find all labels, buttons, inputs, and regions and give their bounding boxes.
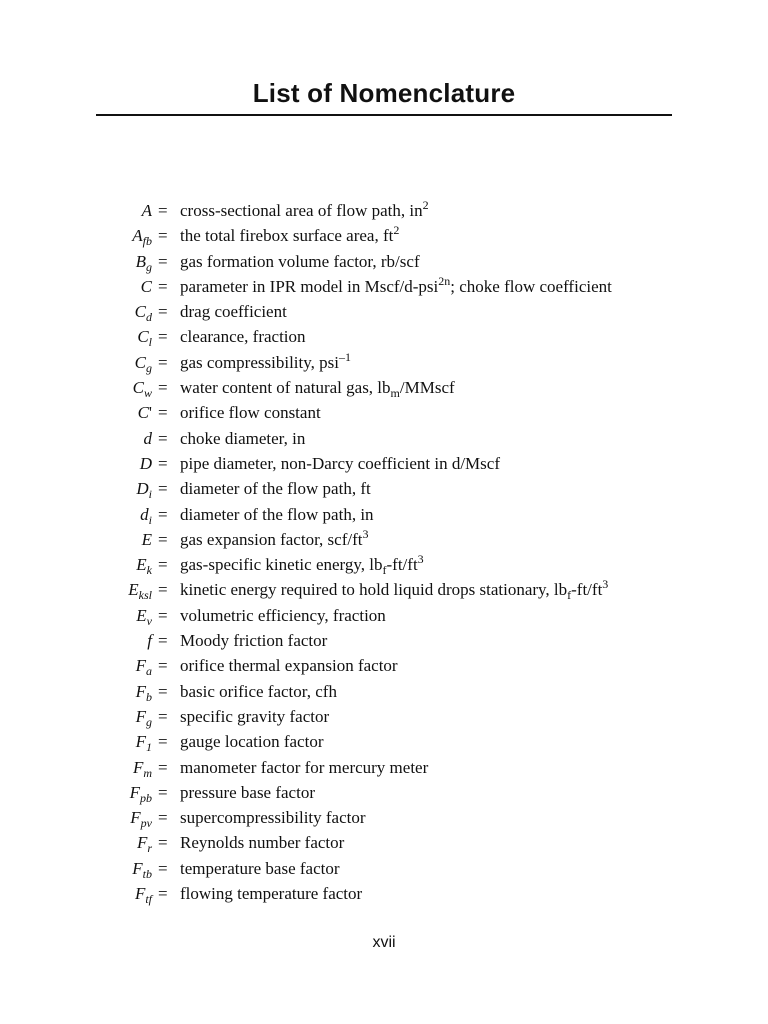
symbol-base: F [132, 858, 143, 878]
symbol-subscript: w [143, 386, 152, 401]
entry-definition [180, 830, 344, 855]
symbol-base: F [135, 706, 146, 726]
equals-sign: = [158, 884, 168, 904]
equals-sign: = [158, 681, 168, 701]
entry-symbol [142, 198, 152, 223]
equals-sign: = [158, 732, 168, 752]
equals-sign: = [158, 529, 168, 549]
symbol-base: F [135, 681, 146, 701]
equals-sign: = [158, 555, 168, 575]
symbol-base: F [135, 732, 146, 752]
symbol-base: f [147, 631, 152, 651]
definition-text: temperature base factor [180, 858, 340, 878]
equals-sign: = [158, 858, 168, 878]
definition-text: clearance, fraction [180, 327, 306, 347]
symbol-base: A [132, 226, 143, 246]
entry-definition [180, 476, 371, 501]
nomenclature-entry [0, 729, 768, 754]
definition-superscript: 3 [602, 577, 609, 592]
definition-text: gas compressibility, psi [180, 352, 339, 372]
equals-sign: = [158, 327, 168, 347]
entry-symbol [137, 830, 152, 855]
nomenclature-entry [0, 426, 768, 451]
equals-sign: = [158, 251, 168, 271]
nomenclature-entry [0, 830, 768, 855]
symbol-subscript: g [146, 360, 152, 375]
entry-symbol [136, 552, 152, 577]
entry-definition [180, 451, 500, 476]
equals-sign: = [158, 201, 168, 220]
nomenclature-entry [0, 299, 768, 324]
entry-definition [180, 502, 374, 527]
entry-symbol [133, 375, 152, 400]
entry-symbol [144, 426, 153, 451]
entry-definition [180, 350, 351, 375]
symbol-subscript: b [146, 689, 152, 704]
symbol-subscript: fb [142, 234, 152, 249]
entry-definition [180, 552, 424, 577]
definition-text: basic orifice factor, cfh [180, 681, 337, 701]
entry-symbol [136, 679, 152, 704]
definition-superscript: 2 [422, 198, 429, 212]
definition-text: orifice thermal expansion factor [180, 656, 398, 676]
equals-sign: = [158, 504, 168, 524]
equals-sign: = [158, 403, 168, 423]
symbol-base: C [137, 327, 149, 347]
nomenclature-entry [0, 476, 768, 501]
definition-text: manometer factor for mercury meter [180, 757, 429, 777]
equals-sign: = [158, 656, 168, 676]
entry-definition [180, 755, 428, 780]
symbol-subscript: i [148, 487, 152, 502]
equals-sign: = [158, 757, 168, 777]
definition-text: pressure base factor [180, 782, 315, 802]
entry-definition [180, 577, 608, 602]
nomenclature-entry [0, 628, 768, 653]
definition-superscript: 3 [417, 552, 424, 567]
symbol-base: D [139, 453, 152, 473]
symbol-subscript: g [146, 714, 152, 729]
entry-symbol [130, 805, 152, 830]
entry-symbol [128, 577, 152, 602]
definition-text: the total firebox surface area, ft [180, 226, 394, 246]
nomenclature-entry [0, 274, 768, 299]
symbol-subscript: ksl [138, 588, 152, 603]
symbol-base: C [137, 403, 149, 423]
nomenclature-entry [0, 375, 768, 400]
symbol-base: F [134, 884, 146, 904]
nomenclature-entry [0, 527, 768, 552]
entry-symbol [137, 324, 152, 349]
nomenclature-entry [0, 577, 768, 602]
symbol-subscript: v [146, 613, 152, 628]
entry-definition [180, 679, 337, 704]
definition-text: gauge location factor [180, 732, 324, 752]
equals-sign: = [158, 428, 168, 448]
definition-text: Moody friction factor [180, 631, 328, 651]
definition-text: -ft/ft [571, 580, 603, 600]
entry-definition [180, 400, 321, 425]
symbol-base: E [141, 529, 152, 549]
nomenclature-entry [0, 704, 768, 729]
symbol-base: C [132, 378, 144, 398]
symbol-subscript: pb [140, 790, 152, 805]
definition-subscript: m [390, 386, 400, 401]
equals-sign: = [158, 302, 168, 322]
entry-definition [180, 223, 399, 248]
nomenclature-entry [0, 350, 768, 375]
entry-symbol [130, 780, 152, 805]
definition-text: gas formation volume factor, rb/scf [180, 251, 420, 271]
nomenclature-entry [0, 249, 768, 274]
entry-symbol [132, 856, 152, 881]
symbol-base: C [140, 276, 152, 296]
symbol-prime: ' [148, 403, 152, 423]
symbol-base: B [135, 251, 146, 271]
symbol-subscript: a [146, 664, 152, 679]
nomenclature-entry [0, 856, 768, 881]
definition-text: choke diameter, in [180, 428, 306, 448]
nomenclature-entry [0, 653, 768, 678]
entry-symbol [141, 274, 152, 299]
entry-symbol [140, 451, 152, 476]
definition-text: diameter of the flow path, ft [180, 479, 371, 499]
definition-text: flowing temperature factor [180, 884, 363, 904]
entry-symbol [142, 527, 152, 552]
symbol-base: F [135, 656, 146, 676]
nomenclature-entry [0, 223, 768, 248]
equals-sign: = [158, 631, 168, 651]
definition-superscript: 3 [362, 526, 369, 541]
entry-definition [180, 299, 287, 324]
equals-sign: = [158, 276, 168, 296]
symbol-subscript: m [143, 765, 152, 780]
definition-text: Reynolds number factor [180, 833, 345, 853]
equals-sign: = [158, 605, 168, 625]
symbol-base: d [140, 504, 149, 524]
equals-sign: = [158, 808, 168, 828]
symbol-base: d [143, 428, 152, 448]
definition-text: specific gravity factor [180, 706, 330, 726]
definition-text: water content of natural gas, lb [180, 378, 391, 398]
symbol-subscript: tf [145, 892, 152, 907]
equals-sign: = [158, 580, 168, 600]
symbol-base: E [128, 580, 139, 600]
page-title: List of Nomenclature [252, 78, 516, 108]
symbol-base: F [136, 833, 148, 853]
equals-sign: = [158, 479, 168, 499]
definition-text: -ft/ft [386, 555, 418, 575]
entry-definition [180, 729, 324, 754]
entry-symbol [135, 350, 152, 375]
entry-definition [180, 426, 305, 451]
symbol-subscript: l [148, 335, 152, 350]
symbol-base: E [136, 605, 147, 625]
nomenclature-entry [0, 400, 768, 425]
nomenclature-list [0, 198, 768, 906]
entry-definition [180, 274, 612, 299]
entry-symbol [138, 400, 152, 425]
equals-sign: = [158, 706, 168, 726]
definition-text: drag coefficient [180, 302, 287, 322]
entry-symbol [136, 249, 152, 274]
nomenclature-entry [0, 780, 768, 805]
entry-definition [180, 856, 340, 881]
symbol-base: A [141, 201, 152, 220]
symbol-subscript: 1 [146, 740, 152, 755]
entry-definition [180, 603, 386, 628]
equals-sign: = [158, 226, 168, 246]
definition-text: ; choke flow coefficient [450, 276, 612, 296]
nomenclature-entry [0, 552, 768, 577]
definition-text: gas-specific kinetic energy, lb [180, 555, 383, 575]
entry-definition [180, 704, 329, 729]
nomenclature-entry [0, 603, 768, 628]
entry-definition [180, 324, 306, 349]
entry-symbol [147, 628, 152, 653]
definition-superscript: 2 [393, 223, 400, 238]
nomenclature-entry [0, 198, 768, 223]
definition-text: pipe diameter, non-Darcy coefficient in d/Mscf [180, 453, 500, 473]
nomenclature-entry [0, 451, 768, 476]
entry-symbol [136, 603, 152, 628]
symbol-subscript: tb [142, 866, 152, 881]
nomenclature-entry [0, 881, 768, 906]
symbol-subscript: i [148, 512, 152, 527]
definition-text: kinetic energy required to hold liquid drops stationary, lb [180, 580, 568, 600]
title-rule [96, 114, 672, 116]
entry-symbol [136, 729, 152, 754]
symbol-base: C [134, 302, 146, 322]
entry-definition [180, 780, 315, 805]
definition-text: cross-sectional area of flow path, in [180, 201, 423, 220]
symbol-subscript: r [147, 841, 152, 856]
symbol-base: F [132, 757, 144, 777]
entry-symbol [140, 502, 152, 527]
definition-text: supercompressibility factor [180, 808, 366, 828]
equals-sign: = [158, 453, 168, 473]
equals-sign: = [158, 352, 168, 372]
equals-sign: = [158, 833, 168, 853]
nomenclature-entry [0, 805, 768, 830]
entry-definition [180, 653, 398, 678]
symbol-base: F [129, 782, 140, 802]
nomenclature-entry [0, 679, 768, 704]
equals-sign: = [158, 782, 168, 802]
symbol-base: F [130, 808, 141, 828]
symbol-subscript: g [146, 259, 152, 274]
symbol-base: E [136, 555, 147, 575]
definition-text: /MMscf [399, 378, 455, 398]
definition-text: volumetric efficiency, fraction [180, 605, 386, 625]
definition-text: orifice flow constant [180, 403, 321, 423]
definition-text: gas expansion factor, scf/ft [180, 529, 363, 549]
entry-symbol [136, 476, 152, 501]
symbol-subscript: k [146, 563, 152, 578]
definition-text: parameter in IPR model in Mscf/d-psi [180, 276, 439, 296]
definition-subscript: f [382, 563, 387, 578]
entry-symbol [135, 881, 152, 906]
entry-symbol [136, 653, 152, 678]
symbol-base: D [136, 479, 149, 499]
entry-definition [180, 375, 455, 400]
symbol-base: C [134, 352, 146, 372]
definition-superscript: 2n [438, 273, 451, 288]
definition-text: diameter of the flow path, in [180, 504, 374, 524]
entry-symbol [133, 755, 152, 780]
equals-sign: = [158, 378, 168, 398]
entry-definition [180, 881, 362, 906]
symbol-subscript: d [146, 310, 152, 325]
page-number: xvii [372, 934, 396, 951]
entry-definition [180, 805, 366, 830]
definition-subscript: f [567, 588, 572, 603]
entry-symbol [135, 299, 152, 324]
entry-definition [180, 198, 429, 223]
entry-definition [180, 249, 420, 274]
symbol-subscript: pv [140, 816, 152, 831]
entry-definition [180, 628, 327, 653]
entry-definition [180, 527, 368, 552]
entry-symbol [136, 704, 152, 729]
entry-symbol [132, 223, 152, 248]
nomenclature-entry [0, 502, 768, 527]
definition-superscript: –1 [338, 349, 351, 364]
nomenclature-entry [0, 755, 768, 780]
nomenclature-entry [0, 324, 768, 349]
